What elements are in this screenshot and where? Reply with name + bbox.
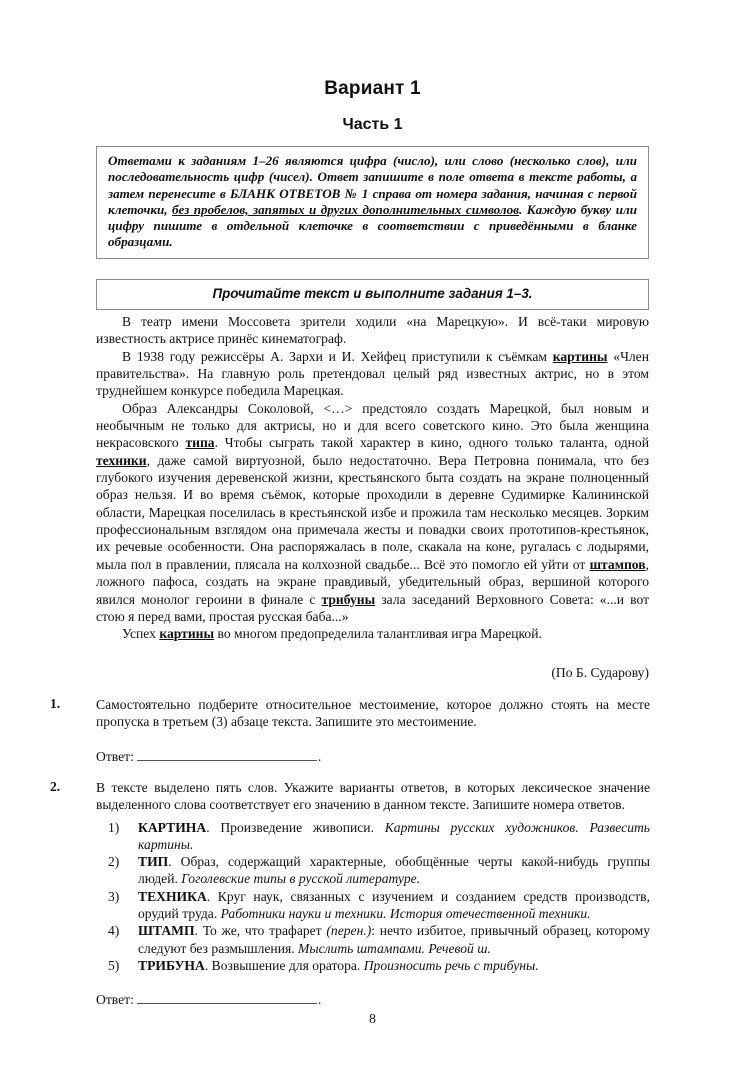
- option-term: ШТАМП: [138, 923, 195, 939]
- option-definition: . Образ, содержащий характерные, обобщённые черты какой-нибудь группы людей.: [138, 854, 650, 887]
- option-example: Мыслить штампами. Речевой ш.: [298, 940, 491, 956]
- task-1-number: 1.: [50, 696, 61, 711]
- instruction-line-1: Ответами к заданиям 1–26 являются цифра (число), или слово (несколько слов), или последовательность цифр (чисел). Ответ запишите в поле ответа в тексте работы, а затем перенесите в: [108, 153, 637, 201]
- option-item[interactable]: [96, 819, 650, 854]
- task-2-options: [96, 819, 650, 975]
- option-marker: 1): [108, 819, 120, 835]
- task-1-answer-label: Ответ:: [96, 748, 134, 764]
- task-1-body: [96, 696, 650, 765]
- instruction-line-3: . Каждую букву или цифру пишите в отдельной клеточке в соответствии с приведёнными в бланке образцами.: [108, 201, 637, 250]
- option-definition: . Возвышение для оратора.: [204, 957, 364, 973]
- option-item[interactable]: [96, 957, 650, 974]
- task-2-answer-input[interactable]: [137, 991, 317, 1004]
- highlighted-word: картины: [159, 626, 215, 642]
- option-marker: 4): [108, 923, 120, 939]
- option-term: ТИП: [138, 854, 169, 870]
- instruction-box: [96, 146, 649, 259]
- highlighted-word: типа: [185, 435, 215, 451]
- option-marker: 3): [108, 888, 120, 904]
- option-definition: . Произведение живописи.: [206, 819, 385, 835]
- option-marker: 5): [108, 957, 120, 973]
- task-2-answer-label: Ответ:: [96, 992, 134, 1008]
- option-example: Работники науки и техники. История отечественной техники.: [220, 906, 591, 922]
- page-number: 8: [369, 1011, 376, 1026]
- passage-paragraph-4: Успех картины во многом предопределила талантливая игра Марецкой.: [122, 626, 542, 642]
- task-1: [50, 696, 650, 765]
- part-title: Часть 1: [342, 116, 403, 133]
- task-1-answer-input[interactable]: [137, 748, 317, 761]
- instruction-blank-emphasis: БЛАНК ОТВЕТОВ № 1: [229, 185, 369, 201]
- passage-paragraph-3: Образ Александры Соколовой, <…> предстояло создать Марецкой, был новым и необычным не только для актрисы, но и для всего советского кино. Это была женщина некрасовского типа. Чтобы сыграть такой характер в кино, одного только таланта, одной техники, даже самой виртуозной, было недостаточно. Вера Петровна понимала, что без глубокого изучения деревенской жизни, крестьянского быта создать на экране полноценный образ нельзя. И во время съёмок, которые проходили в деревне Судимирке Калининской области, Марецкая поселилась в крестьянской избе и прожила там несколько месяцев. Зорким профессиональным взглядом она примечала жесты и повадки своих прототипов-крестьянок, их речевые особенности. Она распоряжалась в поле, скакала на коне, ругалась с лодырями, мыла пол в правлении, плясала на колхозной свадьбе... Всё это помогло ей уйти от штампов, ложного пафоса, создать на экране правдивый, убедительный образ, вершиной которого явился монолог героини в финале с трибуны зала заседаний Верховного Совета: «...и вот стою я перед вами, простая русская баба...»: [96, 400, 650, 624]
- option-definition: . То же, что трафарет: [194, 923, 327, 939]
- read-text-banner-label: Прочитайте текст и выполните задания 1–3.: [212, 286, 533, 301]
- instruction-underlined: без пробелов, запятых и других дополнительных символов: [172, 201, 519, 217]
- page-title: Вариант 1: [324, 78, 421, 99]
- option-marker: 2): [108, 854, 120, 870]
- passage-attribution: (По Б. Сударову): [551, 665, 649, 680]
- task-2-answer-row: [96, 991, 650, 1008]
- reading-passage: [96, 313, 649, 643]
- task-2: [50, 779, 650, 1008]
- highlighted-word: техники: [96, 452, 147, 468]
- option-term: ТРИБУНА: [138, 957, 205, 973]
- passage-paragraph-2: В 1938 году режиссёры А. Зархи и И. Хейфец приступили к съёмкам картины «Член правительства». На главную роль претендовал целый ряд известных актрис, но в этом труднейшем конкурсе победила Марецкая.: [96, 348, 649, 399]
- option-term: ТЕХНИКА: [138, 888, 207, 904]
- option-example: Произносить речь с трибуны.: [363, 957, 539, 973]
- task-1-prompt: Самостоятельно подберите относительное местоимение, которое должно стоять на месте пропуска в третьем (3) абзаце текста. Запишите это местоимение.: [96, 697, 650, 730]
- task-2-body: [96, 779, 650, 1008]
- task-1-answer-period: .: [317, 748, 322, 764]
- read-text-banner: [96, 279, 649, 310]
- option-definition-tail: : нечто избитое, привычный образец, которому следуют без размышления.: [138, 923, 650, 956]
- highlighted-word: штампов: [589, 556, 646, 572]
- option-definition: . Круг наук, связанных с изучением и созданием средств производств, орудий труда.: [138, 888, 650, 922]
- option-item[interactable]: [96, 888, 650, 923]
- option-term: КАРТИНА: [138, 819, 207, 835]
- option-example: Гоголевские типы в русской литературе.: [181, 871, 421, 887]
- task-2-number: 2.: [50, 779, 61, 794]
- option-definition-note: (перен.): [326, 923, 372, 939]
- task-2-answer-period: .: [317, 992, 322, 1008]
- option-example: Картины русских художников. Развесить картины.: [138, 819, 650, 852]
- task-2-prompt: В тексте выделено пять слов. Укажите варианты ответов, в которых лексическое значение выделенного слова соответствует его значению в данном тексте. Запишите номера ответов.: [96, 780, 650, 813]
- task-1-answer-row: [96, 748, 650, 765]
- passage-paragraph-1: В театр имени Моссовета зрители ходили «на Марецкую». И всё-таки мировую известность актрисе принёс кинематограф.: [96, 314, 649, 347]
- highlighted-word: картины: [552, 348, 608, 364]
- instruction-line-2: справа от номера задания, начиная с первой клеточки,: [108, 185, 637, 217]
- option-item[interactable]: [96, 922, 650, 957]
- instruction-text: [108, 153, 637, 251]
- highlighted-word: трибуны: [321, 591, 376, 607]
- option-item[interactable]: [96, 853, 650, 888]
